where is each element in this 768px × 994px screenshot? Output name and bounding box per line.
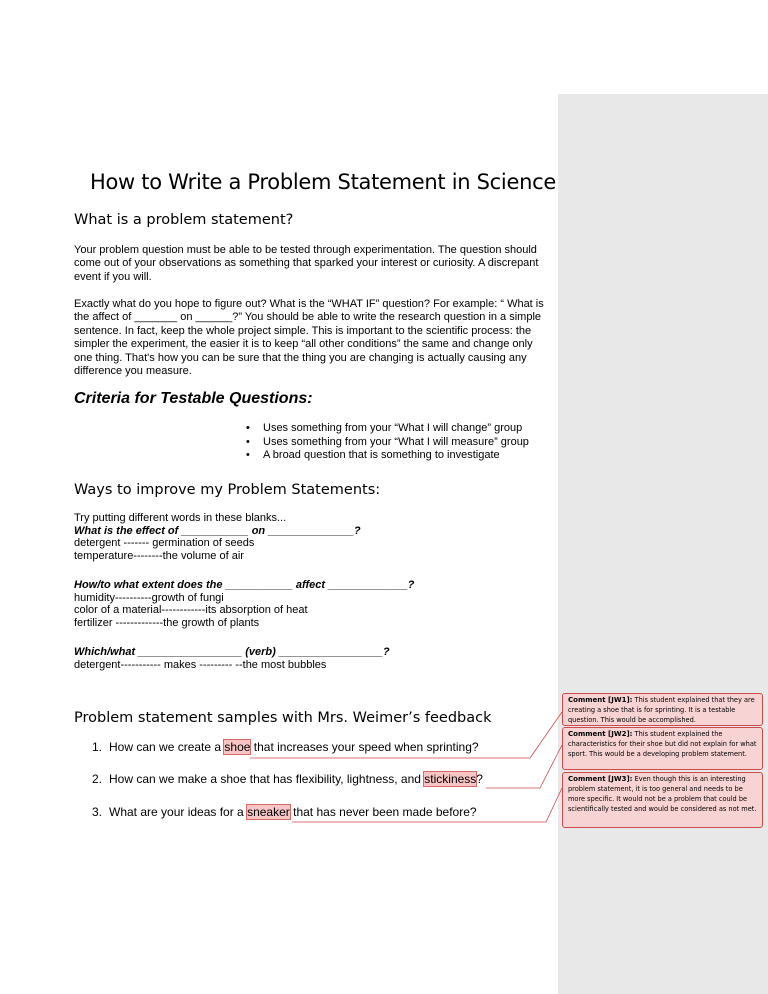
comment-anchor-jw3[interactable]: sneaker [247,805,290,819]
comment-label: Comment [JW3]: [568,775,633,783]
comment-connector-jw1 [250,712,562,758]
comment-label: Comment [JW1]: [568,696,633,704]
comment-anchor-jw1[interactable]: shoe [224,740,251,754]
comment-text: This student explained the characteristics for their shoe but did not explain for what sport. This would be a developing problem statement. [568,730,757,758]
section-heading-ways: Ways to improve my Problem Statements: [74,482,381,498]
list-item: 3. What are your ideas for a sneaker that has never been made before? [92,805,477,819]
paragraph-what-if: Exactly what do you hope to figure out? What is the “WHAT IF” question? For example: “ What is the affect of _______ on ______?” You should be able to write the research question in a simple sentence. In fact, keep the whole project simple. This is important to the scientific process: the simpler the experiment, the easier it is to keep “all other conditions” the same and change only one thing. That's how you can be sure that the thing you are changing is actually causing any difference you measure. [74,298,544,378]
document-title: How to Write a Problem Statement in Science [90,170,556,194]
bullet-icon: • [246,435,250,448]
comment-jw2[interactable] [562,727,763,770]
bullet-icon: • [246,449,250,461]
comment-text: This student explained that they are creating a shoe that is for sprinting. It is a testable question. This would be accomplished. [568,696,755,724]
list-item: 2. How can we make a shoe that has flexibility, lightness, and stickiness? [92,772,483,786]
comment-label: Comment [JW2]: [568,730,633,738]
list-item: • Uses something from your “What I will measure” group [246,435,529,448]
list-item: • Uses something from your “What I will change” group [246,422,523,434]
template-question: Which/what _________________ (verb) _________________? [74,646,390,658]
section-heading-what-is: What is a problem statement? [74,212,294,228]
example-pair: temperature--------the volume of air [74,549,244,562]
example-pair: detergent ------- germination of seeds [74,537,255,549]
comment-anchor-jw2[interactable]: stickiness [424,772,477,786]
comment-jw1[interactable] [562,693,763,726]
paragraph-definition: Your problem question must be able to be tested through experimentation. The question should come out of your observations as something that sparked your interest or curiosity. A discrepant event if you will. [74,244,539,283]
list-item: 1. How can we create a shoe that increases your speed when sprinting? [92,740,479,754]
comment-connector-jw2 [486,745,562,788]
list-item: • A broad question that is something to investigate [246,449,500,461]
template-question: What is the effect of ___________ on ______________? [74,524,361,537]
comment-text: Even though this is an interesting problem statement, it is too general and needs to be more specific. It would not be a problem that could be scientifically tested and would be considered as not met. [568,775,757,813]
example-pair: color of a material------------its absorption of heat [74,604,308,616]
section-heading-samples: Problem statement samples with Mrs. Weimer’s feedback [74,710,492,726]
criteria-heading: Criteria for Testable Questions: [74,390,313,407]
bullet-icon: • [246,422,250,434]
example-pair: fertilizer -------------the growth of plants [74,616,260,629]
comment-jw3[interactable] [562,772,763,828]
template-question: How/to what extent does the ___________ affect _____________? [74,579,415,591]
ways-intro: Try putting different words in these blanks... [74,512,287,524]
example-pair: humidity----------growth of fungi [74,591,224,604]
comment-connector-jw3 [292,788,562,822]
example-pair: detergent----------- makes --------- --the most bubbles [74,658,327,671]
